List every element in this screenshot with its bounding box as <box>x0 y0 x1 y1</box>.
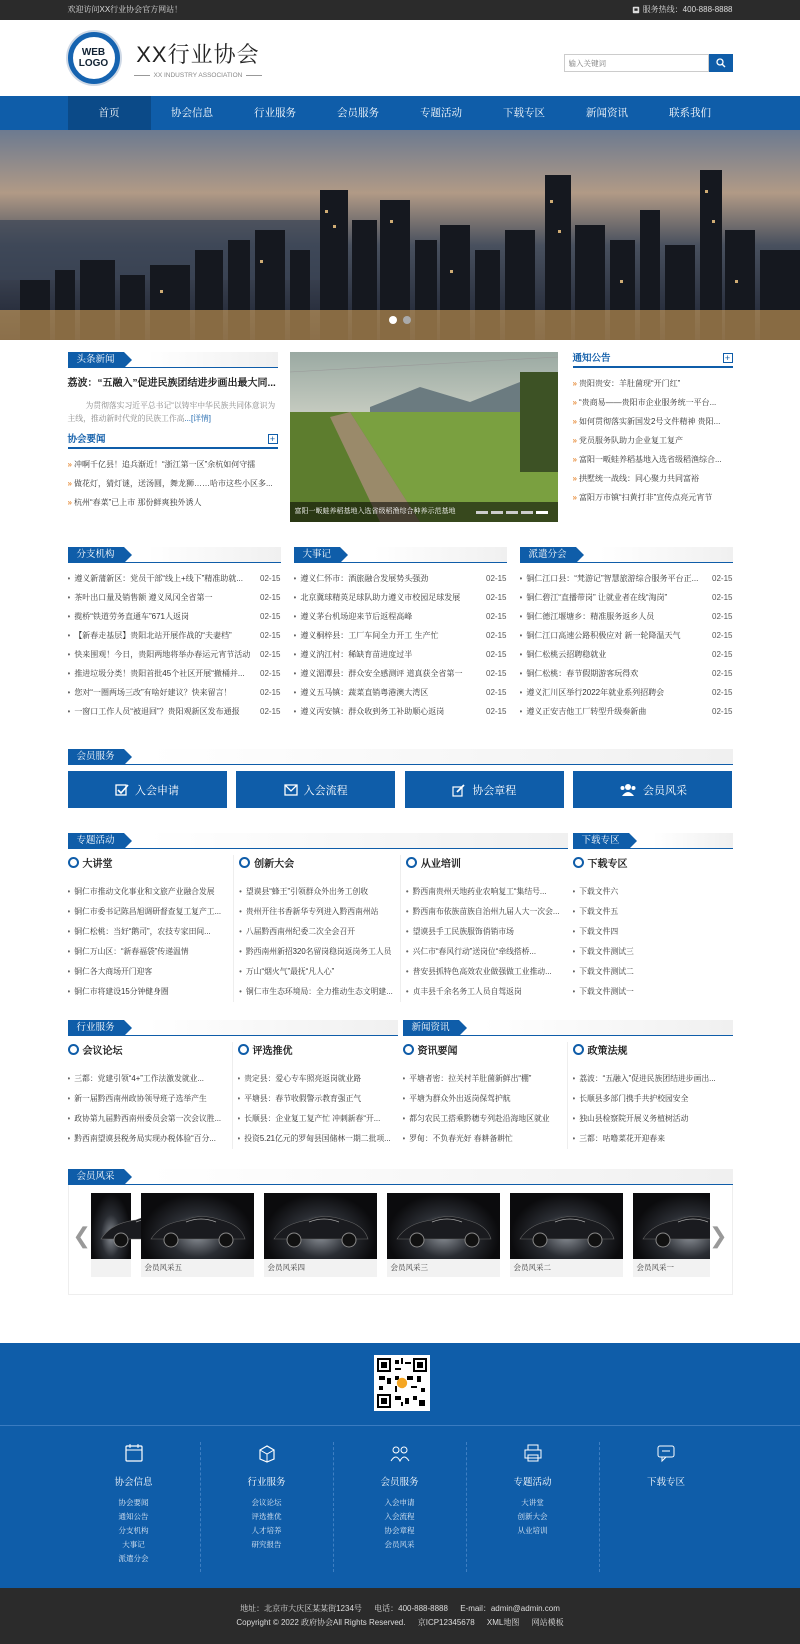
list-item[interactable]: • 新一届黔西南州政协领导班子选举产生 <box>68 1089 227 1109</box>
footer-address: 地址：北京市大庆区某某街1234号 <box>240 1604 362 1613</box>
sub-column <box>234 855 401 1002</box>
section-title-events: 大事记 <box>294 547 341 563</box>
list-item[interactable]: • 投资5.21亿元的罗甸县国储林一期二批项... <box>238 1129 393 1149</box>
list-item[interactable] <box>68 569 281 588</box>
footer-bottom <box>0 1588 800 1644</box>
footer-link[interactable]: 大讲堂 <box>521 1498 544 1507</box>
list-item[interactable] <box>520 702 733 721</box>
checkbox-icon <box>115 783 129 797</box>
list-item[interactable]: • 万山“烟火气”最抚“凡人心” <box>239 962 394 982</box>
item-title: • 遵义桐梓县：工厂车间全力开工 生产忙 <box>294 626 439 645</box>
events-section <box>294 547 507 721</box>
headline-section <box>68 352 278 527</box>
users-icon <box>619 783 637 797</box>
list-item[interactable]: » 做花灯，猜灯谜，送汤圆，舞龙狮……哈市这些小区多... <box>68 474 278 493</box>
list-item[interactable] <box>520 664 733 683</box>
car-image <box>264 1193 377 1259</box>
list-item[interactable]: • 荔波：“五融入”促进民族团结进步画出... <box>573 1069 728 1089</box>
gallery-caption: 会员风采一 <box>636 1263 674 1272</box>
item-date: 02-15 <box>486 707 507 716</box>
item-title: • 遵义五马镇：蔬菜直销粤港澳大湾区 <box>294 683 429 702</box>
list-item[interactable]: » 党员服务队助力企业复工复产 <box>573 431 733 450</box>
events-list <box>294 569 507 721</box>
download-section <box>573 833 733 1002</box>
footer-link[interactable]: 研究报告 <box>251 1540 282 1549</box>
list-item[interactable]: » “贵商易——贵阳市企业服务统一平台... <box>573 393 733 412</box>
list-item[interactable] <box>294 607 507 626</box>
item-date: 02-15 <box>486 669 507 678</box>
item-title: • 一窗口工作人员“被退回”？贵阳观新区发布通报 <box>68 702 240 721</box>
sub-column <box>233 1042 398 1149</box>
footer-column <box>201 1442 334 1572</box>
item-title: • 您对“一圈两场三改”有啥好建议？快来留言！ <box>68 683 232 702</box>
list-item[interactable]: • 铜仁松桃：当好“鹅司”，农技专家田间... <box>68 922 228 942</box>
site-title <box>134 38 263 79</box>
list-item[interactable]: • 铜仁市将建设15分钟健身圈 <box>68 982 228 1002</box>
gallery-item[interactable] <box>387 1193 500 1277</box>
sub-column <box>568 1042 733 1149</box>
list-item[interactable]: • 黔西南贵州天地药业农响复工“集结号... <box>406 882 562 902</box>
industry-section <box>68 1020 398 1149</box>
list-item[interactable]: • 黔西南望谟县税务局实现办税体验“百分... <box>68 1129 227 1149</box>
sub-column-title[interactable]: 从业培训 <box>406 855 562 870</box>
header <box>0 20 800 96</box>
hero-banner <box>0 130 800 340</box>
footer-links <box>0 1425 800 1588</box>
item-title: • 铜仁江口县：“梵游记”智慧旅游综合服务平台正... <box>520 569 699 588</box>
item-title: • 推进垃圾分类！贵阳首批45个社区开展“撤桶并... <box>68 664 245 683</box>
gallery-item[interactable] <box>264 1193 377 1277</box>
list-item[interactable]: » 贵阳贵安：羊肚菌现“开门红” <box>573 374 733 393</box>
item-date: 02-15 <box>260 612 281 621</box>
gallery-next-button[interactable]: ❯ <box>709 1223 728 1248</box>
list-item[interactable]: • 政协第九届黔西南州委员会第一次会议胜... <box>68 1109 227 1129</box>
notice-list <box>573 374 733 507</box>
headline-title[interactable]: 荔波：“五融入”促进民族团结进步画出最大同... <box>67 378 276 389</box>
list-item[interactable]: • 铜仁市推动文化事业和文旅产业融合发展 <box>68 882 228 902</box>
sub-column <box>401 855 568 1002</box>
list-item[interactable] <box>520 645 733 664</box>
gallery-item[interactable] <box>510 1193 623 1277</box>
item-date: 02-15 <box>486 612 507 621</box>
list-item[interactable]: » 杭州“春菜”已上市 那份鲜爽独外诱人 <box>68 493 278 512</box>
footer-phone: 电话：400-888-8888 <box>374 1604 448 1613</box>
item-title: • 【新春走基层】贵阳北站开展作战的“夫妻档” <box>68 626 232 645</box>
section-title-notice: 通知公告 <box>572 353 611 364</box>
section-title-assoc-news: 协会要闻 <box>67 434 106 445</box>
list-item[interactable] <box>68 607 281 626</box>
item-title: • 铜仁碧江“直播带岗” 让就业者在线“淘岗” <box>520 588 668 607</box>
item-date: 02-15 <box>486 574 507 583</box>
item-date: 02-15 <box>260 650 281 659</box>
member-service-section <box>68 749 733 808</box>
search-button[interactable] <box>709 54 733 72</box>
item-date: 02-15 <box>260 574 281 583</box>
slide-pagination <box>476 511 548 514</box>
hotline: 服务热线：400-888-8888 <box>632 0 733 20</box>
item-date: 02-15 <box>712 669 733 678</box>
footer-link[interactable]: 评选推优 <box>251 1512 282 1521</box>
main-nav <box>0 96 800 130</box>
item-date: 02-15 <box>260 631 281 640</box>
list-item[interactable] <box>520 683 733 702</box>
sub-column <box>68 1042 233 1149</box>
footer-column <box>68 1442 201 1572</box>
footer-column <box>334 1442 467 1572</box>
download-item[interactable]: • 下载文件五 <box>573 902 733 922</box>
item-date: 02-15 <box>712 688 733 697</box>
list-item[interactable]: • 兴仁市“春风行动”送岗位“牵线搭桥... <box>406 942 562 962</box>
list-item[interactable]: • 独山县检察院开展义务植树活动 <box>573 1109 728 1129</box>
template-link[interactable]: 网站模板 <box>531 1618 564 1627</box>
footer-column-title[interactable]: 会员服务 <box>380 1477 419 1488</box>
banner-pagination <box>389 316 411 324</box>
item-date: 02-15 <box>486 631 507 640</box>
download-subtitle: 下载专区 <box>573 855 733 870</box>
section-title-news: 新闻资讯 <box>403 1020 459 1036</box>
download-list <box>573 882 733 1002</box>
join-apply-button[interactable]: 入会申请 <box>68 771 227 808</box>
assoc-news-list <box>68 455 278 512</box>
download-item[interactable]: • 下载文件测试一 <box>573 982 733 1002</box>
footer-qr-band <box>0 1343 800 1425</box>
member-showcase-button[interactable]: 会员风采 <box>573 771 732 808</box>
list-item[interactable]: • 铜仁市生态环境局：全力推动生态文明建... <box>239 982 394 1002</box>
list-item[interactable]: • 望谟县手工民族服饰俏销市场 <box>406 922 562 942</box>
sub-column-title[interactable]: 政策法规 <box>573 1042 728 1057</box>
footer-column-title[interactable]: 协会信息 <box>114 1477 153 1488</box>
item-date: 02-15 <box>712 593 733 602</box>
item-title: • 茶叶出口量及销售额 遵义凤冈全省第一 <box>68 588 213 607</box>
more-button[interactable]: + <box>268 434 278 444</box>
list-item[interactable] <box>520 607 733 626</box>
item-date: 02-15 <box>486 650 507 659</box>
item-title: • 遵义丙安镇：群众收到务工补助顺心返岗 <box>294 702 445 721</box>
gallery-caption: 会员风采四 <box>267 1263 305 1272</box>
search-box <box>564 54 733 72</box>
notice-section <box>573 352 733 527</box>
nav-item[interactable]: 下载专区 <box>503 107 545 119</box>
footer-column <box>600 1442 733 1572</box>
section-title-download: 下载专区 <box>573 833 629 849</box>
footer-link[interactable]: 分支机构 <box>118 1526 149 1535</box>
gallery-caption: 会员风采三 <box>390 1263 428 1272</box>
list-item[interactable]: • 平塘为群众外出返岗保驾护航 <box>403 1089 562 1109</box>
footer-link[interactable]: 会员风采 <box>384 1540 415 1549</box>
footer-link[interactable]: 通知公告 <box>118 1512 149 1521</box>
list-item[interactable] <box>294 626 507 645</box>
list-item[interactable] <box>520 588 733 607</box>
item-title: • 遵义汭江村：稀缺育苗进度过半 <box>294 645 413 664</box>
gallery-section <box>68 1169 733 1295</box>
section-title-special: 专题活动 <box>68 833 124 849</box>
car-image <box>510 1193 623 1259</box>
item-title: • 揽桥“铁道劳务直通车”671人返岗 <box>68 607 190 626</box>
footer-column <box>467 1442 600 1572</box>
nav-item[interactable]: 专题活动 <box>420 107 462 119</box>
list-item[interactable] <box>520 626 733 645</box>
list-item[interactable]: • 铜仁各大商场开门迎客 <box>68 962 228 982</box>
chat-icon <box>600 1442 733 1464</box>
list-item[interactable] <box>68 588 281 607</box>
list-item[interactable]: • 长顺县多部门携手共护校园安全 <box>573 1089 728 1109</box>
branch-section <box>68 547 281 721</box>
dispatch-list <box>520 569 733 721</box>
banner-dot[interactable] <box>389 316 397 324</box>
gallery-caption: 会员风采五 <box>144 1263 182 1272</box>
list-item[interactable]: » 如何贯彻落实新国发2号文件精神 贵阳... <box>573 412 733 431</box>
item-title: • 遵义仁怀市：酒旅融合发展势头强劲 <box>294 569 429 588</box>
item-date: 02-15 <box>712 650 733 659</box>
list-item[interactable]: • 普安县抓特色高效农业做强做工业推动... <box>406 962 562 982</box>
item-date: 02-15 <box>260 707 281 716</box>
footer-column-title[interactable]: 行业服务 <box>247 1477 286 1488</box>
list-item[interactable] <box>294 664 507 683</box>
list-item[interactable] <box>68 702 281 721</box>
car-image <box>91 1193 131 1259</box>
sub-column-title[interactable]: 会议论坛 <box>68 1042 227 1057</box>
printer-icon <box>467 1442 599 1464</box>
logo-badge: WEB LOGO <box>68 32 120 84</box>
sub-column-title[interactable]: 评选推优 <box>238 1042 393 1057</box>
footer-email: E-mail：admin@admin.com <box>460 1604 560 1613</box>
users-icon <box>334 1442 466 1464</box>
logo[interactable] <box>68 32 263 84</box>
more-button[interactable]: + <box>723 353 733 363</box>
list-item[interactable] <box>520 569 733 588</box>
download-item[interactable]: • 下载文件测试三 <box>573 942 733 962</box>
footer-link[interactable]: 入会申请 <box>384 1498 415 1507</box>
list-item[interactable]: » 冲啊千亿县！追兵渐近！“浙江第一区”余杭如何守擂 <box>68 455 278 474</box>
special-section <box>68 833 568 1002</box>
download-item[interactable]: • 下载文件四 <box>573 922 733 942</box>
footer-column-title[interactable]: 下载专区 <box>646 1477 685 1488</box>
list-item[interactable]: • 八届黔西南州纪委二次全会召开 <box>239 922 394 942</box>
list-item[interactable]: • 三都：党建引领“4+”工作法激发就业... <box>68 1069 227 1089</box>
item-date: 02-15 <box>260 593 281 602</box>
search-icon <box>716 58 726 68</box>
footer-link[interactable]: 大事记 <box>122 1540 145 1549</box>
nav-item[interactable]: 行业服务 <box>254 107 296 119</box>
footer-link[interactable]: 创新大会 <box>517 1512 548 1521</box>
item-title: • 遵义茅台机场迎来节后返程高峰 <box>294 607 413 626</box>
download-item[interactable]: • 下载文件六 <box>573 882 733 902</box>
footer-link[interactable]: 从业培训 <box>517 1526 548 1535</box>
footer-link[interactable]: 协会要闻 <box>118 1498 149 1507</box>
gallery-caption: 会员风采二 <box>513 1263 551 1272</box>
list-item[interactable]: » 富阳万市镇“扫黄打非”宣传点亮元宵节 <box>573 488 733 507</box>
car-image <box>141 1193 254 1259</box>
icp-link[interactable]: 京ICP12345678 <box>417 1618 475 1627</box>
phone-icon <box>632 6 640 14</box>
section-title-member-service: 会员服务 <box>68 749 124 765</box>
list-item[interactable]: • 贵定县：爱心专车照亮返岗就业路 <box>238 1069 393 1089</box>
city-skyline-image <box>0 130 800 340</box>
list-item[interactable]: • 平塘县：春节收假警示教育强正气 <box>238 1089 393 1109</box>
field-photo <box>290 352 558 522</box>
nav-item[interactable]: 联系我们 <box>669 107 711 119</box>
section-title-industry: 行业服务 <box>68 1020 124 1036</box>
nav-item[interactable]: 首页 <box>68 96 151 130</box>
dispatch-section <box>520 547 733 721</box>
list-item[interactable] <box>68 645 281 664</box>
item-title: • 遵义正安吉他工厂转型升级奏新曲 <box>520 702 647 721</box>
list-item[interactable] <box>68 626 281 645</box>
news-section <box>403 1020 733 1149</box>
headline-desc: 为贯彻落实习近平总书记“以铸牢中华民族共同体意识为主线，推动新时代党的民族工作高...[详情] <box>67 401 276 423</box>
footer-link[interactable]: 入会流程 <box>384 1512 415 1521</box>
item-title: • 铜仁松桃：春节假期游客玩得欢 <box>520 664 639 683</box>
site-title-cn: XX行业协会 <box>136 41 260 67</box>
item-title: • 铜仁江口高速公路积极应对 新一轮降温天气 <box>520 626 681 645</box>
list-item[interactable] <box>68 664 281 683</box>
sub-column <box>403 1042 568 1149</box>
list-item[interactable] <box>294 569 507 588</box>
sub-column <box>68 855 235 1002</box>
car-image <box>633 1193 710 1259</box>
car-image <box>387 1193 500 1259</box>
footer-column-title[interactable]: 专题活动 <box>513 1477 552 1488</box>
list-item[interactable]: • 铜仁市委书记陈昌旭调研督查复工复产工... <box>68 902 228 922</box>
item-title: • 遵义汇川区举行2022年就业系列招聘会 <box>520 683 665 702</box>
item-date: 02-15 <box>486 593 507 602</box>
footer-link[interactable]: 人才培养 <box>251 1526 282 1535</box>
slide-caption: 富阳一畈蛙养稻基地入选省级稻渔综合种养示范基地 <box>290 502 558 522</box>
search-input[interactable] <box>564 54 709 72</box>
sub-column-title[interactable]: 资讯要闻 <box>403 1042 562 1057</box>
detail-link[interactable]: ...[详情] <box>184 414 211 423</box>
list-item[interactable]: • 贵州开往书香新华专列进入黔西南州站 <box>239 902 394 922</box>
list-item[interactable] <box>294 645 507 664</box>
section-title-headline: 头条新闻 <box>68 352 124 368</box>
envelope-icon <box>284 784 298 796</box>
item-title: • 遵义新蒲新区：党员干部“线上+线下”精准助就... <box>68 569 243 588</box>
footer-link[interactable]: 会议论坛 <box>251 1498 282 1507</box>
gallery-prev-button[interactable]: ❮ <box>72 1223 91 1248</box>
section-title-branch: 分支机构 <box>68 547 124 563</box>
list-item[interactable]: » 拱墅统一战线：同心聚力共同富裕 <box>573 469 733 488</box>
gallery-item[interactable] <box>633 1193 710 1277</box>
slide-image[interactable] <box>290 352 558 522</box>
xml-map-link[interactable]: XML地图 <box>486 1618 520 1627</box>
item-title: • 遵义湄潭县：群众安全感测评 道真获全省第一 <box>294 664 463 683</box>
item-date: 02-15 <box>486 688 507 697</box>
list-item[interactable]: • 铜仁万山区：“新春福袋”传递温情 <box>68 942 228 962</box>
join-process-button[interactable]: 入会流程 <box>236 771 395 808</box>
list-item[interactable]: • 平塘者密：拉关村羊肚菌新鲜出“棚” <box>403 1069 562 1089</box>
gallery-item[interactable] <box>141 1193 254 1277</box>
list-item[interactable]: • 黔西南州新招320名留岗稳岗返岗务工人员 <box>239 942 394 962</box>
item-title: • 北京冀球精英足球队助力遵义市校园足球发展 <box>294 588 461 607</box>
item-date: 02-15 <box>712 574 733 583</box>
footer-copyright: Copyright © 2022 政府协会All Rights Reserved. <box>236 1618 406 1627</box>
list-item[interactable]: » 富阳一畈蛙养稻基地入选省级稻渔综合... <box>573 450 733 469</box>
list-item[interactable] <box>294 588 507 607</box>
top-bar <box>0 0 800 20</box>
nav-item[interactable]: 协会信息 <box>171 107 213 119</box>
sub-column-title[interactable]: 大讲堂 <box>68 855 228 870</box>
item-date: 02-15 <box>260 688 281 697</box>
item-date: 02-15 <box>260 669 281 678</box>
list-item[interactable]: • 长顺县：企业复工复产忙 冲刺新春“开... <box>238 1109 393 1129</box>
item-date: 02-15 <box>712 707 733 716</box>
nav-item[interactable]: 新闻资讯 <box>586 107 628 119</box>
footer-link[interactable]: 派遣分会 <box>118 1554 149 1563</box>
item-date: 02-15 <box>712 631 733 640</box>
footer-link[interactable]: 协会章程 <box>384 1526 415 1535</box>
item-title: • 快来围观！今日，贵阳两地将举办春运元宵节活动 <box>68 645 251 664</box>
qr-code <box>374 1355 430 1411</box>
gallery-item-partial[interactable] <box>91 1193 131 1277</box>
download-item[interactable]: • 下载文件测试二 <box>573 962 733 982</box>
welcome-text: 欢迎访问XX行业协会官方网站！ <box>67 5 183 14</box>
list-item[interactable]: • 都匀农民工搭乘黔穗专列赴沿海地区就业 <box>403 1109 562 1129</box>
charter-button[interactable]: 协会章程 <box>405 771 564 808</box>
banner-dot[interactable] <box>403 316 411 324</box>
sub-column-title[interactable]: 创新大会 <box>239 855 394 870</box>
item-title: • 铜仁松桃云招聘稳就业 <box>520 645 607 664</box>
section-title-dispatch: 派遣分会 <box>520 547 576 563</box>
box-icon <box>201 1442 333 1464</box>
list-item[interactable]: • 望谟县“蜂王”引领群众外出务工创收 <box>239 882 394 902</box>
list-item[interactable]: • 罗甸：不负春光好 春耕备耕忙 <box>403 1129 562 1149</box>
nav-item[interactable]: 会员服务 <box>337 107 379 119</box>
list-item[interactable]: • 黔西南布依族苗族自治州九届人大一次会... <box>406 902 562 922</box>
calendar-icon <box>68 1442 200 1464</box>
list-item[interactable]: • 三都：咕噜菜花开迎春来 <box>573 1129 728 1149</box>
item-date: 02-15 <box>712 612 733 621</box>
list-item[interactable] <box>294 702 507 721</box>
list-item[interactable] <box>68 683 281 702</box>
item-title: • 铜仁德江堰塘乡：精准服务返乡人员 <box>520 607 655 626</box>
site-title-en: XX INDUSTRY ASSOCIATION <box>134 72 263 79</box>
list-item[interactable]: • 贞丰县千余名务工人员自驾返岗 <box>406 982 562 1002</box>
branch-list <box>68 569 281 721</box>
section-title-gallery: 会员风采 <box>68 1169 124 1185</box>
list-item[interactable] <box>294 683 507 702</box>
document-edit-icon <box>452 783 466 797</box>
